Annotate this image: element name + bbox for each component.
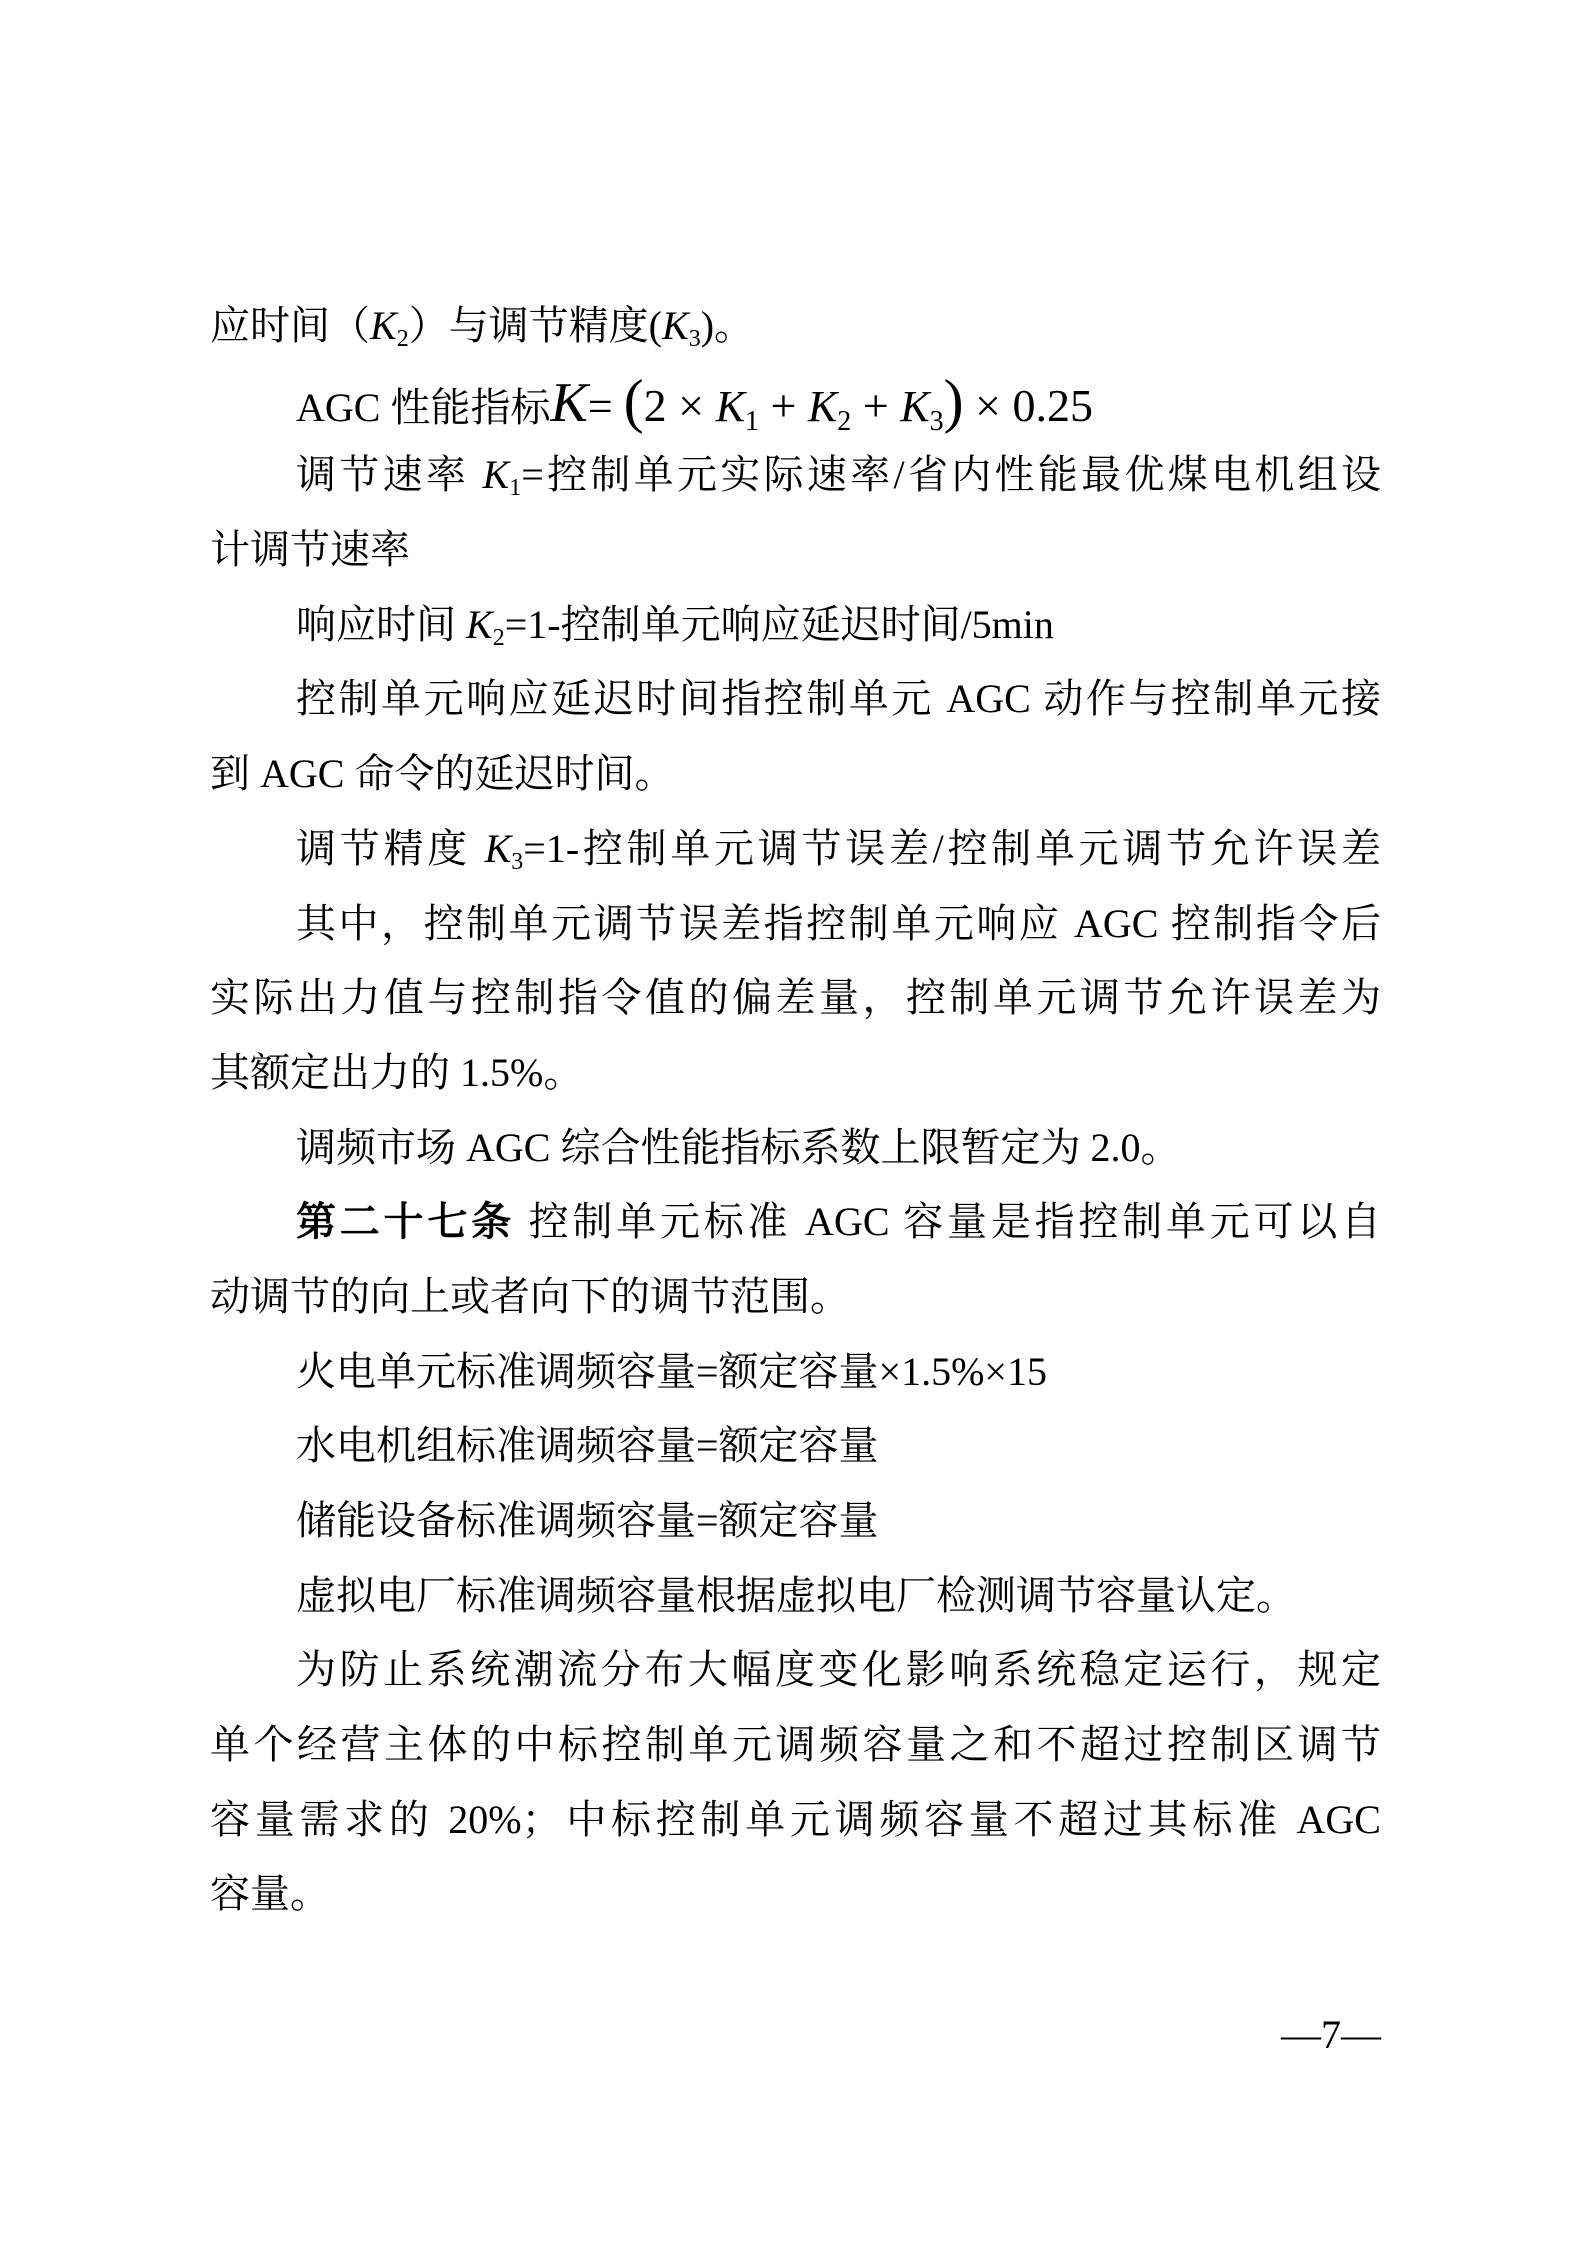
- text-line: [210, 1409, 1381, 1484]
- text-segment: K: [715, 381, 745, 431]
- text-line: [210, 1857, 1381, 1932]
- text-segment: 到 AGC 命令的延迟时间。: [210, 751, 675, 797]
- text-segment: 应时间（: [210, 303, 370, 348]
- text-segment: ): [943, 367, 964, 434]
- text-line: [210, 1708, 1381, 1783]
- text-line: [210, 1559, 1381, 1634]
- text-segment: )。: [700, 303, 755, 348]
- text-line: [210, 1185, 1381, 1260]
- text-segment: K: [466, 601, 493, 647]
- text-segment: +: [758, 379, 808, 431]
- page-number: —7—: [1281, 2012, 1381, 2057]
- text-line: [210, 588, 1381, 663]
- text-segment: × 0.25: [963, 379, 1093, 431]
- text-segment: 容量需求的 20%；中标控制单元调频容量不超过其标准 AGC: [210, 1796, 1381, 1842]
- text-segment: +: [851, 379, 901, 431]
- text-segment: ）与调节精度(: [408, 303, 663, 348]
- text-segment: 火电单元标准调频容量=额定容量×1.5%×15: [296, 1348, 1047, 1394]
- text-segment: K: [482, 452, 510, 498]
- text-segment: 调频市场 AGC 综合性能指标系数上限暂定为 2.0。: [296, 1124, 1181, 1170]
- text-segment: 2: [492, 624, 505, 651]
- text-segment: K: [550, 371, 588, 434]
- text-segment: 1: [744, 405, 759, 437]
- text-segment: 储能设备标准调频容量=额定容量: [296, 1498, 879, 1543]
- text-segment: 1: [509, 475, 522, 502]
- text-line: [210, 1783, 1381, 1858]
- text-segment: 单个经营主体的中标控制单元调频容量之和不超过控制区调节: [210, 1722, 1381, 1768]
- text-segment: K: [807, 381, 838, 431]
- text-segment: K: [662, 303, 689, 348]
- text-line: [210, 1111, 1381, 1186]
- text-line: [210, 1335, 1381, 1410]
- text-segment: 虚拟电厂标准调频容量根据虚拟电厂检测调节容量认定。: [296, 1572, 1296, 1618]
- text-line: [210, 513, 1381, 588]
- text-segment: 响应时间: [296, 601, 466, 647]
- text-segment: K: [900, 381, 930, 431]
- text-segment: =1-控制单元响应延迟时间/5min: [504, 601, 1054, 647]
- document-body: [210, 289, 1381, 1932]
- text-segment: 3: [511, 848, 524, 875]
- text-segment: =: [587, 381, 624, 431]
- text-segment: 动调节的向上或者向下的调节范围。: [210, 1273, 850, 1319]
- text-segment: 3: [688, 326, 701, 352]
- text-segment: 实际出力值与控制指令值的偏差量，控制单元调节允许误差为: [210, 975, 1381, 1021]
- text-line: [210, 1036, 1381, 1111]
- text-line: [210, 1260, 1381, 1335]
- text-segment: 2: [396, 326, 409, 352]
- text-segment: 2 ×: [643, 379, 716, 431]
- text-line: [210, 812, 1381, 887]
- text-line: [210, 1633, 1381, 1708]
- text-line: [210, 1484, 1381, 1559]
- text-segment: 其额定出力的 1.5%。: [210, 1049, 584, 1095]
- text-segment: 其中，控制单元调节误差指控制单元响应 AGC 控制指令后: [296, 900, 1381, 946]
- text-segment: =1-控制单元调节误差/控制单元调节允许误差: [523, 825, 1381, 871]
- text-segment: =控制单元实际速率/省内性能最优煤电机组设: [521, 452, 1382, 498]
- text-segment: 第二十七条: [296, 1200, 515, 1245]
- text-line: [210, 737, 1381, 812]
- text-segment: 水电机组标准调频容量=额定容量: [296, 1423, 879, 1469]
- text-segment: 调节精度: [296, 825, 485, 871]
- text-segment: 3: [929, 405, 944, 437]
- text-segment: K: [370, 303, 397, 348]
- text-segment: 调节速率: [296, 452, 483, 498]
- text-line: [210, 289, 1381, 364]
- text-segment: 控制单元响应延迟时间指控制单元 AGC 动作与控制单元接: [296, 676, 1381, 722]
- text-segment: 容量。: [210, 1871, 330, 1917]
- text-segment: AGC 性能指标: [296, 384, 551, 430]
- text-line: [210, 887, 1381, 962]
- text-line: [210, 438, 1381, 513]
- text-segment: 为防止系统潮流分布大幅度变化影响系统稳定运行，规定: [296, 1647, 1381, 1693]
- text-line: [210, 961, 1381, 1036]
- text-segment: 控制单元标准 AGC 容量是指控制单元可以自: [514, 1199, 1382, 1245]
- text-line: [210, 364, 1381, 439]
- text-segment: (: [623, 367, 644, 434]
- text-line: [210, 662, 1381, 737]
- text-segment: K: [484, 825, 512, 871]
- text-segment: 2: [837, 405, 852, 437]
- text-segment: 计调节速率: [210, 527, 410, 573]
